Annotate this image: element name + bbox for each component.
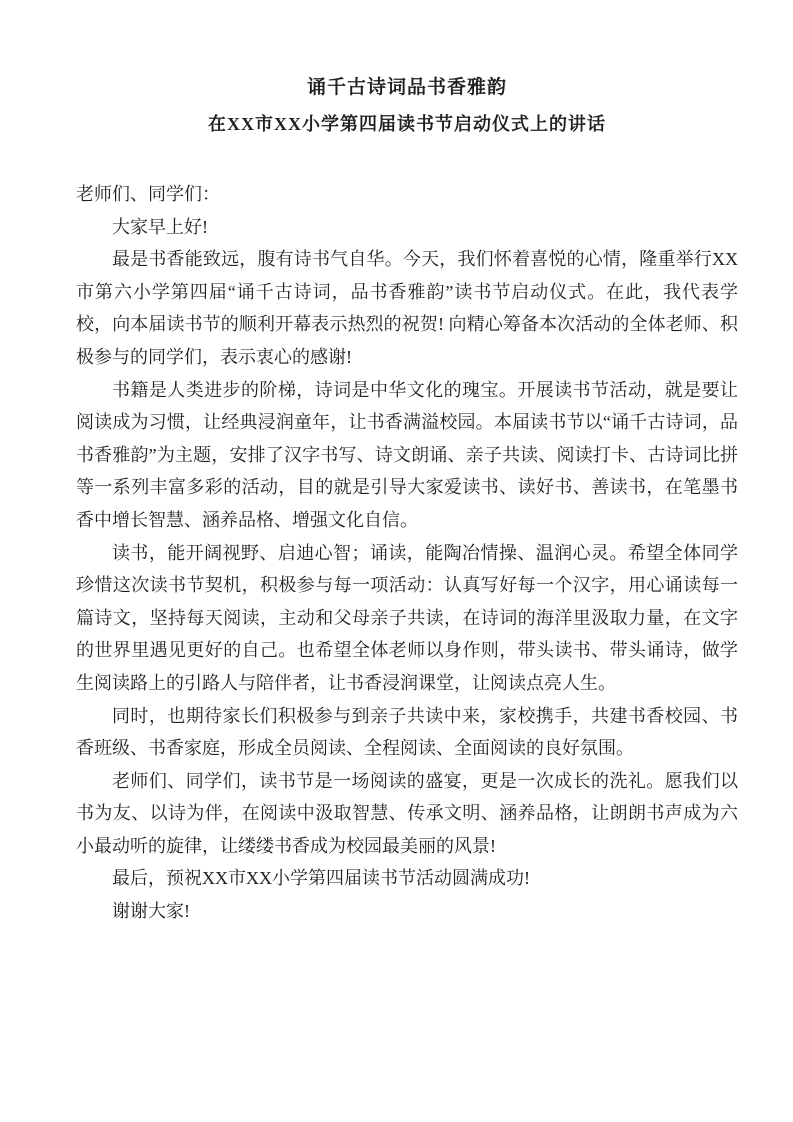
- salutation-line: 老师们、同学们：: [76, 184, 220, 204]
- document-title: 诵千古诗词品书香雅韵: [306, 77, 507, 98]
- paragraph-final-wish: 最后，预祝XX市XX小学第四届读书节活动圆满成功!: [112, 868, 530, 889]
- paragraph-closing-wishes: 老师们、同学们，读书节是一场阅读的盛宴，更是一次成长的洗礼。愿我们以书为友、以诗为伴，在阅读中汲取智慧、传承文明、涵养品格，让朗朗书声成为六小最动听的旋律，让缕缕书香成为校园最美丽的风景!: [76, 770, 738, 856]
- paragraph-hopes-for-students-teachers: 读书，能开阔视野、启迪心智；诵读，能陶冶情操、温润心灵。希望全体同学珍惜这次读书节契机，积极参与每一项活动：认真写好每一个汉字，用心诵读每一篇诗文，坚持每天阅读，主动和父母亲子共读，在诗词的海洋里汲取力量，在文字的世界里遇见更好的自己。也希望全体老师以身作则，带头读书、带头诵诗，做学生阅读路上的引路人与陪伴者，让书香浸润课堂，让阅读点亮人生。: [76, 542, 738, 693]
- document-subtitle: 在XX市XX小学第四届读书节启动仪式上的讲话: [208, 114, 606, 134]
- paragraph-greeting: 大家早上好!: [112, 216, 208, 237]
- paragraph-festival-theme-activities: 书籍是人类进步的阶梯，诗词是中华文化的瑰宝。开展读书节活动，就是要让阅读成为习惯，让经典浸润童年，让书香满溢校园。本届读书节以“诵千古诗词，品书香雅韵”为主题，安排了汉字书写、诗文朗诵、亲子共读、阅读打卡、古诗词比拼等一系列丰富多彩的活动，目的就是引导大家爱读书、读好书、善读书，在笔墨书香中增长智慧、涵养品格、增强文化自信。: [76, 379, 738, 530]
- paragraph-opening-congratulations: 最是书香能致远，腹有诗书气自华。今天，我们怀着喜悦的心情，隆重举行XX市第六小学第四届“诵千古诗词，品书香雅韵”读书节启动仪式。在此，我代表学校，向本届读书节的顺利开幕表示热烈的祝贺! 向精心筹备本次活动的全体老师、积极参与的同学们，表示衷心的感谢!: [76, 249, 738, 367]
- paragraph-thanks: 谢谢大家!: [112, 901, 190, 922]
- document-body: [76, 178, 738, 928]
- paragraph-parents-participation: 同时，也期待家长们积极参与到亲子共读中来，家校携手，共建书香校园、书香班级、书香家庭，形成全员阅读、全程阅读、全面阅读的良好氛围。: [76, 705, 738, 759]
